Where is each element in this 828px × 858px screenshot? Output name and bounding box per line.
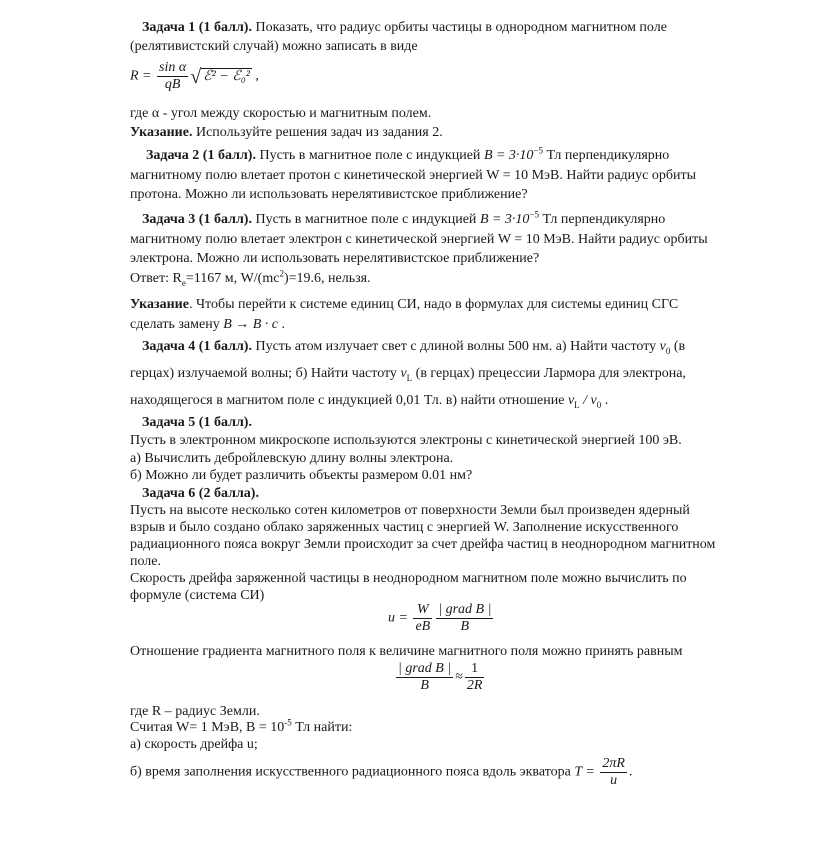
task6-line10: а) скорость дрейфа u; <box>130 737 258 752</box>
task3-induction: B = 3·10 <box>479 212 530 227</box>
task4-nu0: ν <box>659 339 666 354</box>
drift-formula-num2: | grad B | <box>438 602 492 617</box>
task4-text1-tail: (в <box>673 339 686 354</box>
task3-text1-tail: Тл перпендикулярно <box>542 212 666 227</box>
drift-formula-lhs: u = <box>388 610 408 626</box>
task1-formula-numerator: sin α <box>159 60 187 75</box>
task4-text3: находящегося в магнитом поле с индукцией 0,01 Тл. в) найти отношение <box>130 393 565 408</box>
task1-formula-fraction <box>157 60 188 93</box>
task4-ratio-sub2: 0 <box>596 399 602 410</box>
task3-line1 <box>142 211 665 228</box>
gradient-formula-den1: B <box>420 678 429 693</box>
task1-hint-text: Используйте решения задач из задания 2. <box>195 125 443 140</box>
task6-gradient-formula <box>394 661 486 694</box>
task6-line8: где R – радиус Земли. <box>130 704 260 719</box>
task4-nuL: ν <box>400 366 407 381</box>
gradient-formula-den2: 2R <box>466 678 483 693</box>
task1-formula-lhs: R = <box>130 68 152 84</box>
task1-formula-radicand: ℰ² − ℰ₀² <box>203 68 250 84</box>
task2-exp: −5 <box>533 145 544 156</box>
task3-answer <box>130 270 371 287</box>
task3-hint-text2: сделать замену <box>130 317 220 332</box>
task4-title: Задача 4 (1 балл). <box>142 339 252 354</box>
task6-given-exp: -5 <box>284 717 292 728</box>
task3-hint-line2 <box>130 316 285 333</box>
task2-line3: протона. Можно ли использовать нерелятивистское приближение? <box>130 187 528 202</box>
task1-title: Задача 1 (1 балл). <box>142 20 252 35</box>
task6-line11 <box>130 756 632 789</box>
drift-formula-den1: eB <box>415 619 431 634</box>
task6-line7: Отношение градиента магнитного поля к величине магнитного поля можно принять равным <box>130 644 683 659</box>
task3-answer-tail: )=19.6, нельзя. <box>283 271 371 286</box>
task4-text2: герцах) излучаемой волны; б) Найти частоту <box>130 366 397 381</box>
task6-line6: формуле (система СИ) <box>130 588 265 603</box>
period-formula-lhs: T = <box>574 764 595 780</box>
task1-line2: (релятивистский случай) можно записать в виде <box>130 39 418 54</box>
task4-line1 <box>142 338 685 355</box>
task4-line2 <box>130 365 686 382</box>
task6-question-b: б) время заполнения искусственного радиационного пояса вдоль экватора <box>130 764 571 780</box>
task2-title: Задача 2 (1 балл). <box>146 148 256 163</box>
task1-line3: где α - угол между скоростью и магнитным полем. <box>130 106 432 121</box>
task2-line1 <box>146 147 669 164</box>
task4-text3-tail: . <box>604 393 609 408</box>
task6-line3: радиационного пояса вокруг Земли происходит за счет дрейфа частиц в неоднородном магнитном <box>130 537 716 552</box>
task6-line5: Скорость дрейфа заряженной частицы в неоднородном магнитном поле можно вычислить по <box>130 571 687 586</box>
task4-text1: Пусть атом излучает свет с длиной волны 500 нм. а) Найти частоту <box>255 339 657 354</box>
task3-hint-label: Указание <box>130 297 189 312</box>
sqrt-sign: √ <box>190 65 202 88</box>
task4-nu0-sub: 0 <box>665 345 671 356</box>
gradient-formula-num2: 1 <box>465 661 485 678</box>
task3-hint-line1 <box>130 296 678 313</box>
task2-text1-tail: Тл перпендикулярно <box>546 148 670 163</box>
drift-formula-num1: W <box>413 602 432 619</box>
task1-formula-tail: , <box>255 68 259 84</box>
gradient-formula-approx: ≈ <box>455 669 463 685</box>
period-formula-num: 2πR <box>602 756 625 771</box>
task5-line2: а) Вычислить дебройлевскую длину волны электрона. <box>130 451 454 466</box>
task6-title: Задача 6 (2 балла). <box>142 486 259 501</box>
task6-given-tail: Тл найти: <box>291 720 353 735</box>
period-formula-tail: . <box>628 764 633 780</box>
period-formula-den: u <box>610 773 618 788</box>
drift-formula-fraction1 <box>413 602 432 635</box>
task4-ratio-sub1: L <box>574 399 580 410</box>
task1-line1 <box>142 19 667 36</box>
task6-drift-formula <box>388 602 495 635</box>
task4-ratio-mid: / ν <box>579 393 597 408</box>
task4-ratio-num: ν <box>567 393 575 408</box>
task2-induction: B = 3·10 <box>483 148 534 163</box>
task4-line3 <box>130 392 608 409</box>
task1-hint-label: Указание. <box>130 125 193 140</box>
task3-text1: Пусть в магнитное поле с индукцией <box>255 212 477 227</box>
task3-title: Задача 3 (1 балл). <box>142 212 252 227</box>
task3-hint-tail: . <box>281 317 286 332</box>
task1-formula <box>130 60 259 93</box>
period-formula-fraction <box>600 756 627 789</box>
drift-formula-den2: B <box>460 619 470 634</box>
task6-line9 <box>130 719 352 736</box>
task6-line2: взрыв и было создано облако заряженных частиц с энергией W. Заполнение искусственного <box>130 520 679 535</box>
gradient-formula-fraction1 <box>396 661 453 694</box>
task5-title: Задача 5 (1 балл). <box>142 415 252 430</box>
task3-line2: магнитному полю влетает электрон с кинетической энергией W = 10 МэВ. Найти радиус орбиты <box>130 232 708 247</box>
task1-formula-denominator: qB <box>164 77 181 92</box>
task2-line2: магнитному полю влетает протон с кинетической энергией W = 10 МэВ. Найти радиус орбиты <box>130 168 696 183</box>
task1-hint <box>130 124 443 141</box>
task5-line3: б) Можно ли будет различить объекты размером 0.01 нм? <box>130 468 473 483</box>
task3-hint-math: B → B · c <box>223 317 279 332</box>
task6-line4: поле. <box>130 554 162 569</box>
gradient-formula-num1: | grad B | <box>398 661 452 676</box>
task1-text1: Показать, что радиус орбиты частицы в однородном магнитном поле <box>255 20 667 35</box>
task3-answer-sup: 2 <box>279 268 284 279</box>
task3-answer-label: Ответ: R <box>130 271 182 286</box>
task3-exp: −5 <box>529 209 540 220</box>
task3-line3: электрона. Можно ли использовать нерелятивистское приближение? <box>130 251 540 266</box>
task3-answer-sub: e <box>181 277 186 288</box>
task5-line1: Пусть в электронном микроскопе используются электроны с кинетической энергией 100 эВ. <box>130 433 682 448</box>
task6-given: Считая W= 1 МэВ, B = 10 <box>130 720 285 735</box>
task2-text1: Пусть в магнитное поле с индукцией <box>259 148 481 163</box>
drift-formula-fraction2 <box>436 602 493 635</box>
task3-hint-text1: . Чтобы перейти к системе единиц СИ, надо в формулах для системы единиц СГС <box>188 297 679 312</box>
task4-text2-tail: (в герцах) прецессии Лармора для электрона, <box>415 366 686 381</box>
task3-answer-mid: =1167 м, W/(mc <box>185 271 280 286</box>
gradient-formula-fraction2 <box>465 661 485 694</box>
task4-nuL-sub: L <box>406 372 413 383</box>
task6-line1: Пусть на высоте несколько сотен километров от поверхности Земли был произведен ядерный <box>130 503 690 518</box>
